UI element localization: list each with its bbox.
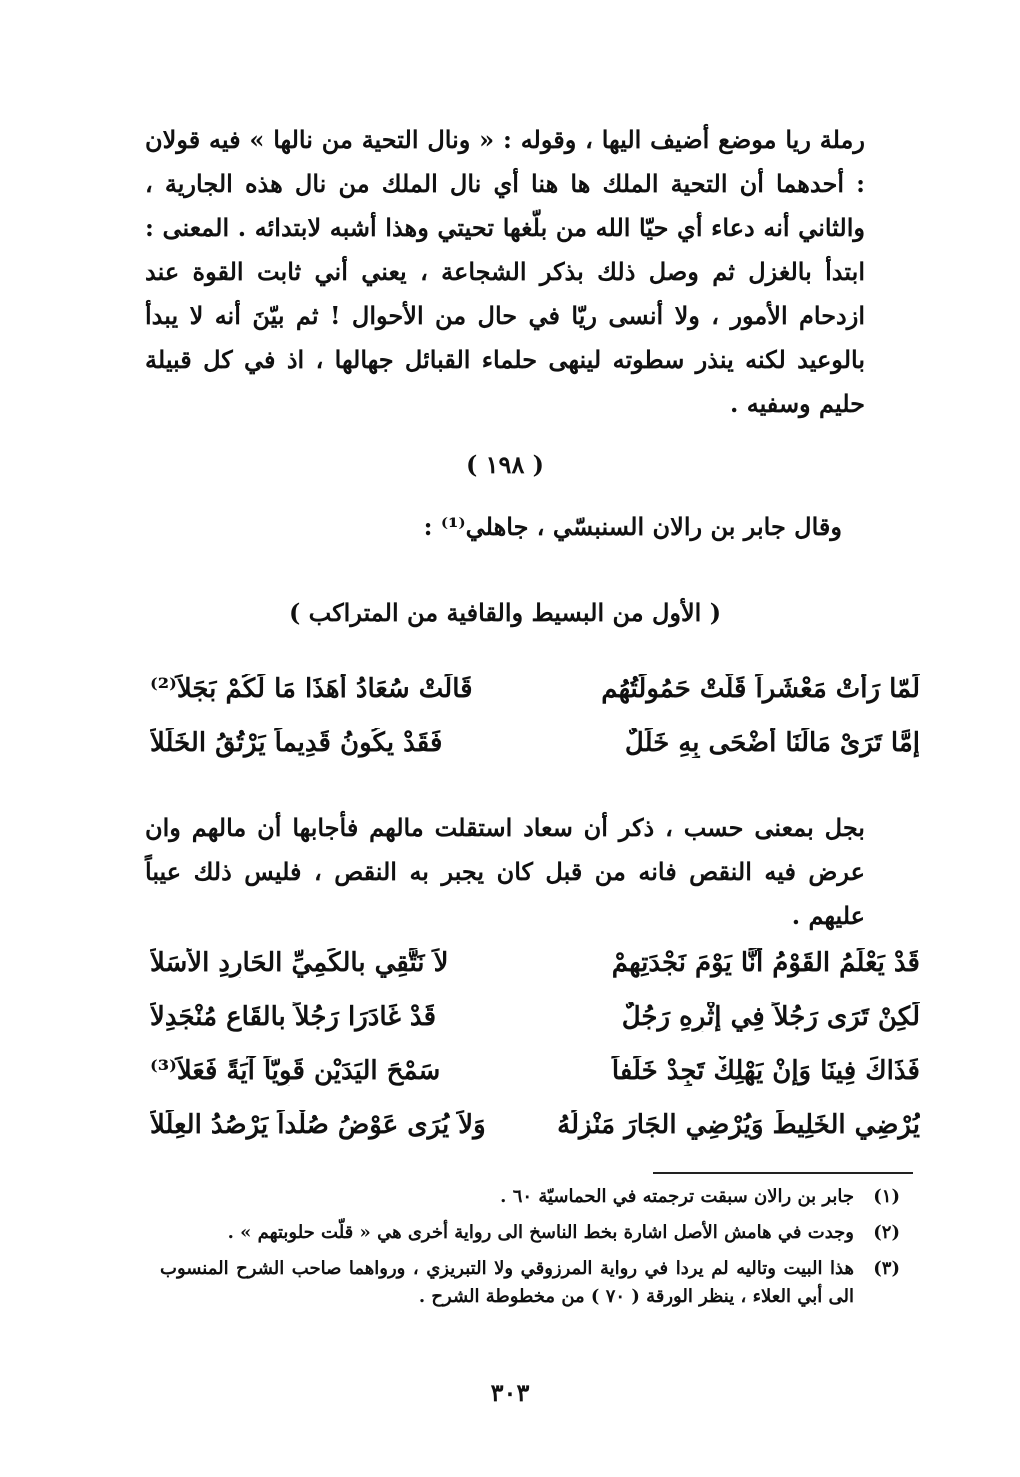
footnote <box>160 1219 900 1247</box>
verse-line <box>150 662 920 716</box>
poem-intro: وقال جابر بن رالان السنبسّي ، جاهلي⁽¹⁾ : <box>423 512 842 541</box>
verse-hemistich-first: قَدْ يَعْلَمُ القَوْمُ أَنَّا يَوْمَ نَجْدَتِهِمْ <box>611 948 920 978</box>
verse-line <box>150 1098 920 1152</box>
verse-hemistich-first: إِمَّا تَرَىْ مَالَنَا أَضْحَى بِهِ خَلَلٌ <box>624 728 920 758</box>
footnote-number: (٣) <box>873 1258 900 1279</box>
verse-line <box>150 936 920 990</box>
verse-hemistich-second: وَلاَ يُرَى عَوْضُ صُلْداً يَرْصُدُ العِلَلاَ <box>150 1110 486 1140</box>
verse-hemistich-first: لَمّا رَأَتْ مَعْشَراً قَلَّتْ حَمُولَتُهُم <box>601 674 920 704</box>
footnote-divider <box>653 1172 913 1174</box>
verse-hemistich-second: لاَ نَتَّقِي بالكَمِيِّ الحَارِدِ الأَسَلاَ <box>150 948 449 978</box>
verse-hemistich-second: فَقَدْ يكُونُ قَدِيماً يَرْتُقُ الخَلَلاَ <box>150 728 443 758</box>
footnote-text: وجدت في هامش الأصل اشارة بخط الناسخ الى رواية أخرى هي « قلّت حلوبتهم » . <box>227 1222 854 1243</box>
commentary-paragraph-1: رملة ريا موضع أضيف اليها ، وقوله : « ونال التحية من نالها » فيه قولان : أحدهما أن التحية الملك ها هنا أي نال الملك من نال هذه الجارية ، والثاني أنه دعاء أي حيّا الله من بلّغها تحيتي وهذا أشبه لابتدائه . المعنى : ابتدأ بالغزل ثم وصل ذلك بذكر الشجاعة ، يعني أني ثابت القوة عند ازدحام الأمور ، ولا أنسى ريّا في حال من الأحوال ! ثم بيّنَ أنه لا يبدأ بالوعيد لكنه ينذر سطوته لينهى حلماء القبائل جهالها ، اذ في كل قبيلة حليم وسفيه . <box>145 125 865 418</box>
footnote-text: هذا البيت وتاليه لم يردا في رواية المرزوقي ولا التبريزي ، ورواهما صاحب الشرح المنسوب الى أبي العلاء ، ينظر الورقة ( ٧٠ ) من مخطوطة الشرح . <box>160 1258 854 1307</box>
footnote-number: (٢) <box>873 1222 900 1243</box>
verse-line <box>150 716 920 770</box>
verse-line <box>150 990 920 1044</box>
footnotes <box>160 1183 900 1319</box>
stanza-1 <box>150 662 920 770</box>
stanza-2 <box>150 936 920 1152</box>
footnote-number: (١) <box>873 1186 900 1207</box>
commentary-paragraph-2: بجل بمعنى حسب ، ذكر أن سعاد استقلت مالهم فأجابها أن مالهم وان عرض فيه النقص فانه من قبل كان يجبر به النقص ، فليس ذلك عيباً عليهم . <box>145 813 865 930</box>
verse-hemistich-second: قَالَتْ سُعَادُ أَهَذَا مَا لَكُمْ بَجَلاَ⁽²⁾ <box>150 674 473 704</box>
footnote-text: جابر بن رالان سبقت ترجمته في الحماسيّة ٦٠ . <box>500 1186 854 1207</box>
verse-line <box>150 1044 920 1098</box>
verse-hemistich-first: لَكِنْ تَرَى رَجُلاً فِي إِثْرِهِ رَجُلٌ <box>621 1002 920 1032</box>
page-number: ٣٠٣ <box>490 1378 530 1407</box>
footnote <box>160 1183 900 1211</box>
poem-number: ( ١٩٨ ) <box>465 450 545 479</box>
poem-meter: ( الأول من البسيط والقافية من المتراكب ) <box>288 598 722 627</box>
verse-hemistich-first: فَذَاكَ فِينَا وَإِنْ يَهْلِكْ تَجِدْ خَلَفاً <box>611 1056 920 1086</box>
verse-hemistich-first: يُرْضِي الخَلِيطَ وَيُرْضِي الجَارَ مَنْزِلُهُ <box>557 1110 920 1140</box>
verse-hemistich-second: سَمْحَ اليَدَيْنِ قَوِيّاً آيَةً فَعَلاَ⁽³⁾ <box>150 1056 441 1086</box>
footnote <box>160 1255 900 1311</box>
verse-hemistich-second: قَدْ غَادَرَا رَجُلاً بالقَاعِ مُنْجَدِلاَ <box>150 1002 436 1032</box>
